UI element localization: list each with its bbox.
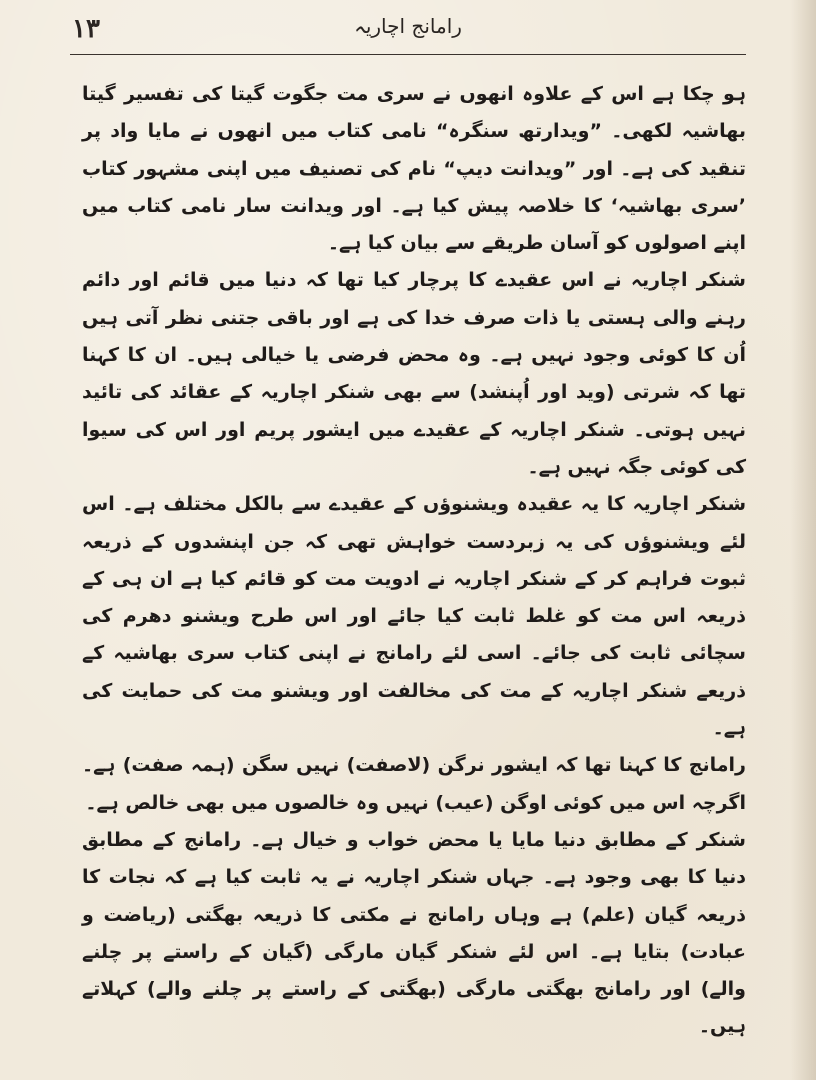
binding-shadow (790, 0, 816, 1080)
running-title: رامانج اچاریہ (354, 14, 462, 38)
header-rule (70, 54, 746, 55)
paragraph-4: رامانج کا کہنا تھا کہ ایشور نرگن (لاصفت) نہیں سگن (ہمہ صفت) ہے۔ اگرچہ اس میں کوئی اوگن (عیب) نہیں وہ خالصوں میں بھی خالص ہے۔ (82, 754, 746, 814)
paragraph-3: شنکر اچاریہ کا یہ عقیدہ ویشنوؤں کے عقیدے سے بالکل مختلف ہے۔ اس لئے ویشنوؤں کی یہ زبردست خواہش تھی کہ جن اپنشدوں کے ذریعہ ثبوت فراہم کر کے شنکر اچاریہ نے ادویت مت کو قائم کیا ہے ان ہی کے ذریعہ اس مت کو غلط ثابت کیا جائے اور اس طرح ویشنو دھرم کی سچائی ثابت کی جائے۔ اسی لئے رامانج نے اپنی کتاب سری بھاشیہ کے ذریعے شنکر اچاریہ کے مت کی مخالفت اور ویشنو مت کی حمایت کی ہے۔ (82, 493, 746, 740)
body-text (82, 76, 746, 1046)
paragraph-5: شنکر کے مطابق دنیا مایا یا محض خواب و خیال ہے۔ رامانج کے مطابق دنیا کا بھی وجود ہے۔ جہاں شنکر اچاریہ نے یہ ثابت کیا ہے کہ نجات کا ذریعہ گیان (علم) ہے وہاں رامانج نے مکتی کا ذریعہ بھگتی (ریاضت و عبادت) بتایا ہے۔ اس لئے شنکر گیان مارگی (گیان کے راستے پر چلنے والے) اور رامانج بھگتی مارگی (بھگتی کے راستے پر چلنے والے) کہلاتے ہیں۔ (82, 828, 746, 1038)
paragraph-1: ہو چکا ہے اس کے علاوہ انھوں نے سری مت جگوت گیتا کی تفسیر گیتا بھاشیہ لکھی۔ ”ویدارتھ سنگرہ“ نامی کتاب میں انھوں نے مایا واد پر تنقید کی ہے۔ اور ”ویدانت دیپ“ نام کی تصنیف میں اپنی مشہور کتاب ’سری بھاشیہ‘ کا خلاصہ پیش کیا ہے۔ اور ویدانت سار نامی کتاب میں اپنے اصولوں کو آسان طریقے سے بیان کیا ہے۔ (82, 83, 746, 255)
paragraph-2: شنکر اچاریہ نے اس عقیدے کا پرچار کیا تھا کہ دنیا میں قائم اور دائم رہنے والی ہستی یا ذات صرف خدا کی ہے اور باقی جتنی نظر آتی ہیں اُن کا کوئی وجود نہیں ہے۔ وہ محض فرضی یا خیالی ہیں۔ ان کا کہنا تھا کہ شرتی (وید اور اُپنشد) سے بھی شنکر اچاریہ کے عقائد کی تائید نہیں ہوتی۔ شنکر اچاریہ کے عقیدے میں ایشور پریم اور اس کی سیوا کی کوئی جگہ نہیں ہے۔ (82, 269, 746, 478)
page-number: ١٣ (72, 14, 100, 44)
